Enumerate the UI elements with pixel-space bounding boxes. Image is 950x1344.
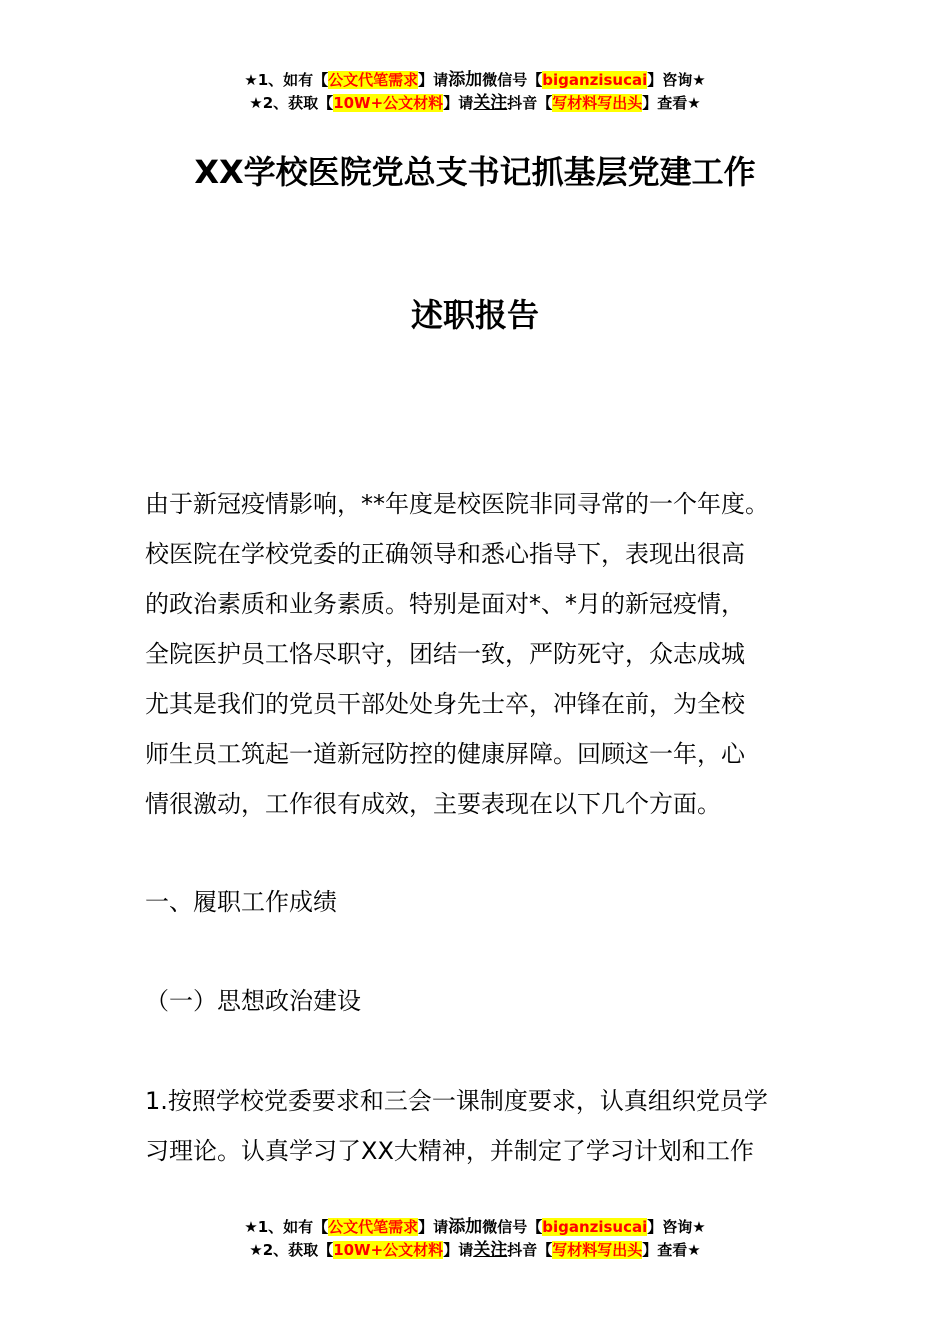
banner-text: ★2、获取【 bbox=[249, 1241, 334, 1259]
banner-text: ★1、如有【 bbox=[244, 1218, 329, 1236]
paragraph-line: 师生员工筑起一道新冠防控的健康屏障。回顾这一年，心 bbox=[145, 740, 745, 768]
paragraph-line: 校医院在学校党委的正确领导和悉心指导下，表现出很高 bbox=[145, 540, 745, 568]
banner-highlight-wechat-id: biganzisucai bbox=[542, 71, 648, 89]
bottom-banner-line-1 bbox=[0, 1216, 950, 1239]
banner-text: 】咨询★ bbox=[647, 71, 706, 89]
document-title: XX学校医院党总支书记抓基层党建工作 bbox=[194, 153, 756, 191]
paragraph-line: 全院医护员工恪尽职守，团结一致，严防死守，众志成城 bbox=[145, 640, 745, 668]
banner-highlight-service: 公文代笔需求 bbox=[328, 71, 419, 89]
banner-text: 抖音【 bbox=[507, 1241, 553, 1259]
banner-text: 】查看★ bbox=[642, 1241, 701, 1259]
banner-emphasis: 关注 bbox=[473, 1240, 508, 1260]
paragraph-line: 习理论。认真学习了XX大精神，并制定了学习计划和工作 bbox=[145, 1137, 754, 1165]
banner-text: 】请 bbox=[418, 71, 449, 89]
bottom-banner bbox=[0, 1216, 950, 1262]
banner-highlight-douyin: 写材料写出头 bbox=[552, 94, 643, 112]
banner-highlight-wechat-id: biganzisucai bbox=[542, 1218, 648, 1236]
banner-text: 】请 bbox=[443, 94, 474, 112]
top-banner-line-1 bbox=[0, 69, 950, 92]
banner-text: 】请 bbox=[418, 1218, 449, 1236]
banner-highlight-materials: 10W+公文材料 bbox=[333, 1241, 444, 1259]
banner-highlight-douyin: 写材料写出头 bbox=[552, 1241, 643, 1259]
banner-text: ★1、如有【 bbox=[244, 71, 329, 89]
top-banner bbox=[0, 69, 950, 115]
banner-emphasis: 添加 bbox=[448, 70, 483, 90]
paragraph-line: 由于新冠疫情影响，**年度是校医院非同寻常的一个年度。 bbox=[145, 490, 769, 518]
banner-highlight-service: 公文代笔需求 bbox=[328, 1218, 419, 1236]
document-subtitle: 述职报告 bbox=[410, 296, 539, 334]
banner-text: 抖音【 bbox=[507, 94, 553, 112]
paragraph-line: 尤其是我们的党员干部处处身先士卒，冲锋在前，为全校 bbox=[145, 690, 745, 718]
top-banner-line-2 bbox=[0, 92, 950, 115]
intro-paragraph bbox=[145, 479, 845, 829]
banner-highlight-materials: 10W+公文材料 bbox=[333, 94, 444, 112]
banner-emphasis: 关注 bbox=[473, 93, 508, 113]
bottom-banner-line-2 bbox=[0, 1239, 950, 1262]
item-paragraph bbox=[145, 1076, 845, 1176]
banner-text: 微信号【 bbox=[482, 1218, 543, 1236]
subsection-heading: （一）思想政治建设 bbox=[145, 987, 361, 1015]
section-heading: 一、履职工作成绩 bbox=[145, 888, 337, 916]
banner-text: 微信号【 bbox=[482, 71, 543, 89]
banner-text: ★2、获取【 bbox=[249, 94, 334, 112]
banner-text: 】查看★ bbox=[642, 94, 701, 112]
banner-text: 】咨询★ bbox=[647, 1218, 706, 1236]
paragraph-line: 的政治素质和业务素质。特别是面对*、*月的新冠疫情， bbox=[145, 590, 745, 618]
paragraph-line: 1.按照学校党委要求和三会一课制度要求，认真组织党员学 bbox=[145, 1087, 768, 1115]
banner-text: 】请 bbox=[443, 1241, 474, 1259]
banner-emphasis: 添加 bbox=[448, 1217, 483, 1237]
paragraph-line: 情很激动，工作很有成效，主要表现在以下几个方面。 bbox=[145, 790, 721, 818]
